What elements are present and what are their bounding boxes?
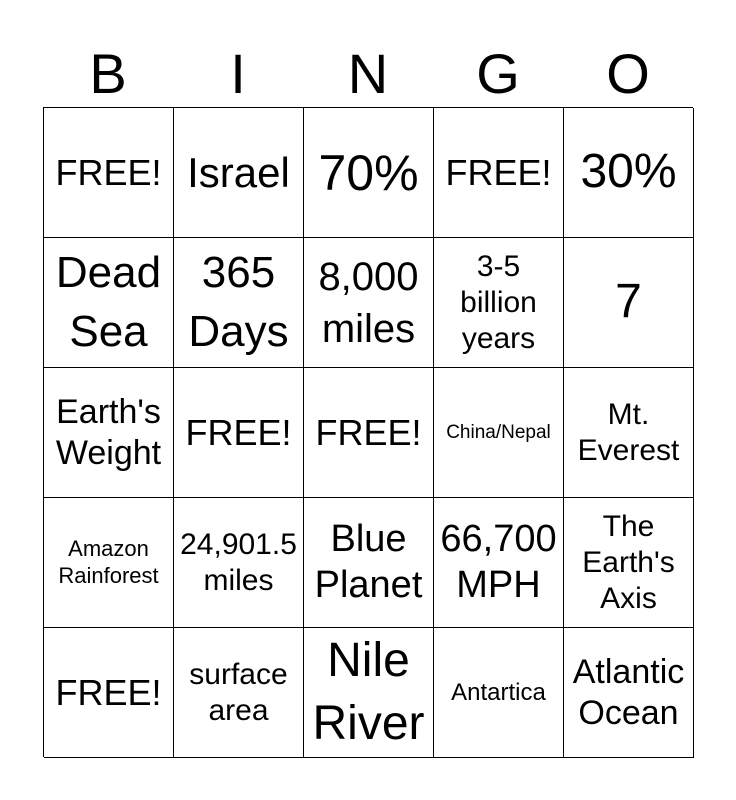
bingo-cell-r2-c0[interactable]: Earth's Weight [44,368,174,498]
bingo-cell-r3-c3[interactable]: 66,700 MPH [434,498,564,628]
header-letter-b: B [89,42,127,105]
bingo-cell-r1-c3[interactable]: 3-5 billion years [434,238,564,368]
bingo-cell-r1-c4[interactable]: 7 [564,238,694,368]
bingo-cell-r3-c1[interactable]: 24,901.5 miles [174,498,304,628]
bingo-cell-r3-c0[interactable]: Amazon Rainforest [44,498,174,628]
bingo-cell-r0-c1[interactable]: Israel [174,108,304,238]
header-letter-n: N [347,42,389,105]
bingo-cell-r0-c2[interactable]: 70% [304,108,434,238]
bingo-cell-r3-c4[interactable]: The Earth's Axis [564,498,694,628]
bingo-cell-r4-c2[interactable]: Nile River [304,628,434,758]
bingo-cell-r2-c1[interactable]: FREE! [174,368,304,498]
bingo-grid [43,107,693,757]
bingo-cell-r3-c2[interactable]: Blue Planet [304,498,434,628]
bingo-cell-r1-c0[interactable]: Dead Sea [44,238,174,368]
bingo-cell-r2-c3[interactable]: China/Nepal [434,368,564,498]
bingo-cell-r2-c4[interactable]: Mt. Everest [564,368,694,498]
header-letter-g: G [476,42,520,105]
header-letter-i: I [230,42,246,105]
bingo-cell-r4-c0[interactable]: FREE! [44,628,174,758]
bingo-cell-r4-c4[interactable]: Atlantic Ocean [564,628,694,758]
bingo-cell-r1-c1[interactable]: 365 Days [174,238,304,368]
bingo-cell-r2-c2[interactable]: FREE! [304,368,434,498]
bingo-cell-r1-c2[interactable]: 8,000 miles [304,238,434,368]
bingo-header [43,40,693,108]
bingo-cell-r0-c0[interactable]: FREE! [44,108,174,238]
bingo-cell-r0-c3[interactable]: FREE! [434,108,564,238]
header-letter-o: O [606,42,650,105]
bingo-cell-r4-c3[interactable]: Antartica [434,628,564,758]
bingo-cell-r0-c4[interactable]: 30% [564,108,694,238]
bingo-cell-r4-c1[interactable]: surface area [174,628,304,758]
